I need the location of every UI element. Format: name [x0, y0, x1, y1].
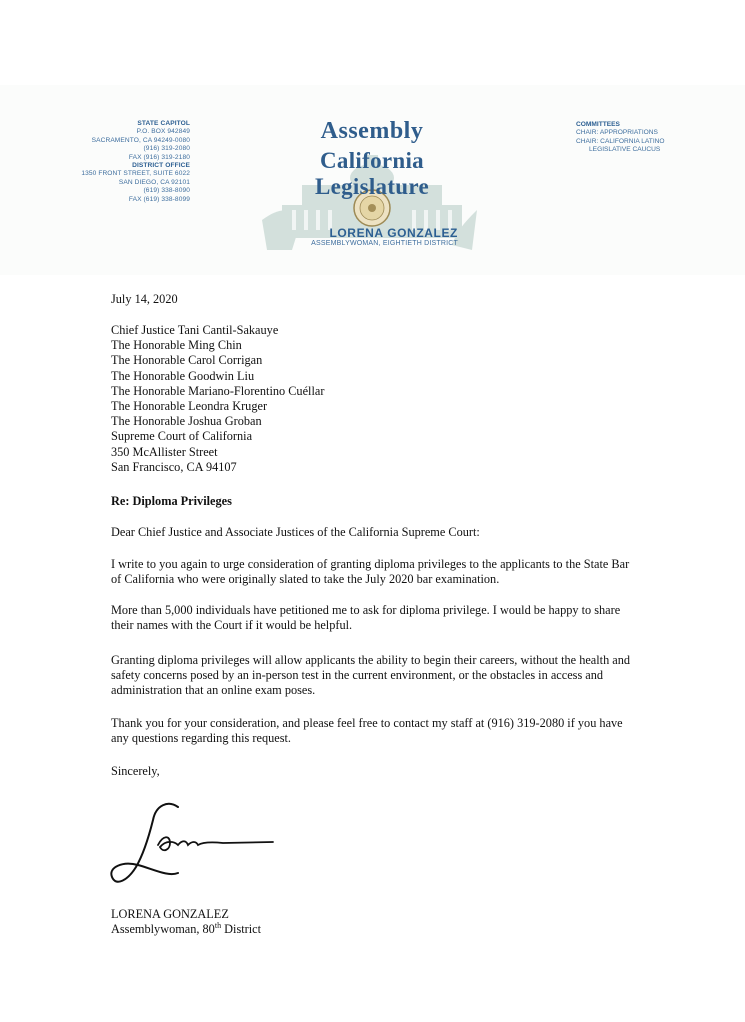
district-office-heading: DISTRICT OFFICE [132, 162, 190, 170]
letterhead-member-name: LORENA GONZALEZ [329, 226, 458, 240]
letter-subject: Re: Diploma Privileges [111, 494, 232, 508]
signer-title-suffix: District [221, 922, 262, 937]
recipient-line: Supreme Court of California [111, 429, 253, 444]
recipient-block [111, 323, 641, 475]
signature-block [111, 907, 261, 937]
recipient-line: The Honorable Carol Corrigan [111, 353, 263, 368]
signer-name: LORENA GONZALEZ [111, 907, 229, 921]
handwritten-signature [108, 795, 278, 895]
recipient-line: 350 McAllister Street [111, 444, 218, 459]
recipient-line: The Honorable Mariano-Florentino Cuéllar [111, 383, 325, 398]
recipient-line: San Francisco, CA 94107 [111, 459, 237, 474]
capitol-line: P.O. BOX 942849 [136, 128, 190, 136]
letter-paragraph: I write to you again to urge consideration of granting diploma privileges to the applicants to the State Bar of California who were originally slated to take the July 2020 bar examination. [111, 557, 630, 587]
letter-paragraph: Granting diploma privileges will allow applicants the ability to begin their careers, without the health and safety concerns posed by an in-person test in the current environment, or the obstacles in access and administration that an online exam poses. [111, 653, 631, 698]
capitol-line: SACRAMENTO, CA 94249-0080 [91, 136, 190, 144]
letter-salutation: Dear Chief Justice and Associate Justices of the California Supreme Court: [111, 525, 480, 539]
capitol-line: FAX (916) 319-2180 [128, 153, 190, 161]
capitol-line: (916) 319-2080 [143, 145, 190, 153]
district-line: FAX (619) 338-8099 [128, 195, 190, 203]
letter-paragraph: More than 5,000 individuals have petitioned me to ask for diploma privilege. I would be happy to share their names with the Court if it would be helpful. [111, 603, 621, 633]
district-line: SAN DIEGO, CA 92101 [118, 178, 190, 186]
letterhead-committees [576, 121, 736, 155]
recipient-line: The Honorable Goodwin Liu [111, 368, 255, 383]
committees-heading: COMMITTEES [576, 121, 620, 128]
california-legislature-wordmark: California Legislature [314, 148, 430, 199]
recipient-line: The Honorable Leondra Kruger [111, 399, 268, 414]
recipient-line: The Honorable Ming Chin [111, 338, 242, 353]
letter-paragraph: Thank you for your consideration, and please feel free to contact my staff at (916) 319-2080 if you have any questions regarding this request. [111, 716, 623, 746]
letter-date: July 14, 2020 [111, 292, 178, 306]
assembly-wordmark: Assembly [320, 118, 424, 144]
letter-closing: Sincerely, [111, 764, 160, 778]
letterhead-left-address [0, 120, 190, 204]
district-line: (619) 338-8090 [143, 187, 190, 195]
district-line: 1350 FRONT STREET, SUITE 6022 [81, 170, 190, 178]
signer-title [111, 922, 261, 937]
signer-title-prefix: Assemblywoman, 80 [111, 922, 215, 937]
signer-title-ordinal: th [214, 921, 222, 931]
state-capitol-heading: STATE CAPITOL [137, 120, 190, 127]
committee-line: CHAIR: APPROPRIATIONS [576, 129, 658, 137]
recipient-line: The Honorable Joshua Groban [111, 414, 262, 429]
letterhead-member-title: ASSEMBLYWOMAN, EIGHTIETH DISTRICT [311, 240, 458, 247]
recipient-line: Chief Justice Tani Cantil-Sakauye [111, 323, 279, 337]
committee-line: CHAIR: CALIFORNIA LATINO [576, 137, 665, 145]
committee-line: LEGISLATIVE CAUCUS [589, 146, 661, 154]
